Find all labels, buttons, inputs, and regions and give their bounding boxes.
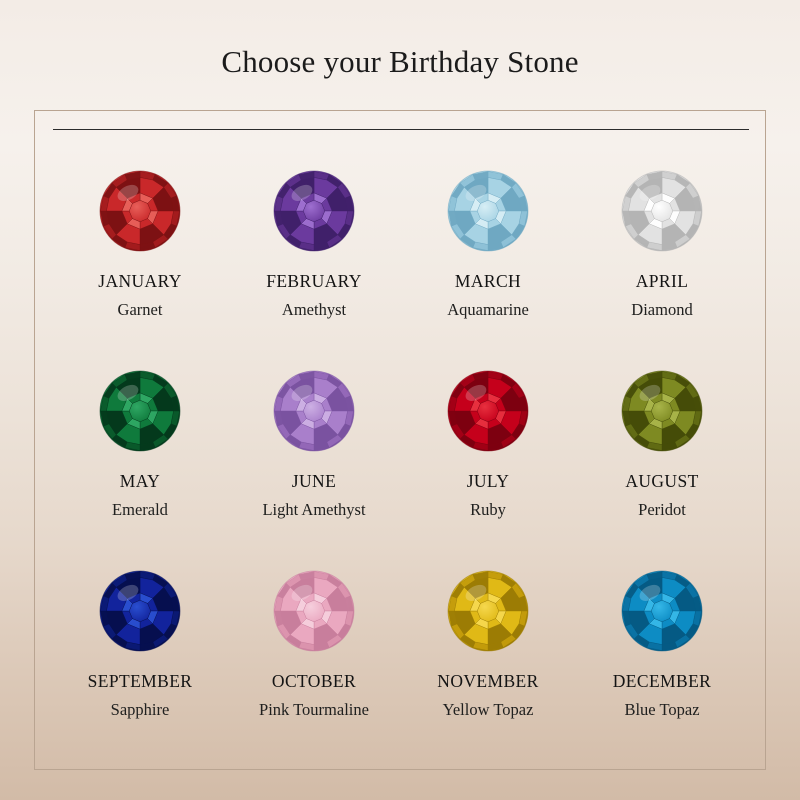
- gem-icon[interactable]: [268, 365, 360, 457]
- stone-label: Ruby: [470, 500, 506, 519]
- gem-icon[interactable]: [442, 565, 534, 657]
- month-label: MARCH: [454, 271, 522, 291]
- stone-label: Garnet: [117, 300, 163, 319]
- month-label: JULY: [466, 471, 510, 491]
- page-title: Choose your Birthday Stone: [221, 44, 579, 79]
- month-label: OCTOBER: [271, 671, 357, 691]
- month-label: DECEMBER: [612, 671, 712, 691]
- gem-icon[interactable]: [268, 165, 360, 257]
- gem-icon[interactable]: [94, 165, 186, 257]
- month-label: MAY: [119, 471, 161, 491]
- stone-cell[interactable]: [575, 151, 749, 351]
- stone-label: Light Amethyst: [262, 500, 366, 519]
- month-label: APRIL: [635, 271, 689, 291]
- month-label: JUNE: [291, 471, 337, 491]
- month-label: AUGUST: [625, 471, 699, 491]
- stone-label: Blue Topaz: [624, 700, 700, 719]
- gem-icon[interactable]: [442, 365, 534, 457]
- stone-label: Amethyst: [281, 300, 347, 319]
- gem-icon[interactable]: [616, 365, 708, 457]
- stone-cell[interactable]: [53, 151, 227, 351]
- stone-cell[interactable]: [227, 551, 401, 751]
- gem-icon[interactable]: [616, 565, 708, 657]
- stone-label: Sapphire: [110, 700, 170, 719]
- gem-icon[interactable]: [94, 565, 186, 657]
- stone-label: Pink Tourmaline: [259, 700, 369, 719]
- stone-cell[interactable]: [401, 551, 575, 751]
- stone-cell[interactable]: [227, 351, 401, 551]
- stone-label: Diamond: [631, 300, 693, 319]
- gem-icon[interactable]: [616, 165, 708, 257]
- stone-label: Aquamarine: [447, 300, 529, 319]
- stone-cell[interactable]: [575, 551, 749, 751]
- gem-icon[interactable]: [442, 165, 534, 257]
- stone-cell[interactable]: [575, 351, 749, 551]
- chart-panel: [34, 110, 766, 770]
- stone-grid: [53, 151, 749, 751]
- stone-label: Peridot: [638, 500, 686, 519]
- gem-icon[interactable]: [268, 565, 360, 657]
- stone-cell[interactable]: [401, 151, 575, 351]
- panel-divider: [53, 129, 749, 130]
- month-label: NOVEMBER: [437, 671, 539, 691]
- month-label: SEPTEMBER: [87, 671, 193, 691]
- stone-cell[interactable]: [401, 351, 575, 551]
- stone-label: Yellow Topaz: [442, 700, 534, 719]
- stone-cell[interactable]: [227, 151, 401, 351]
- month-label: FEBRUARY: [266, 271, 362, 291]
- month-label: JANUARY: [98, 271, 182, 291]
- stone-cell[interactable]: [53, 351, 227, 551]
- stone-label: Emerald: [112, 500, 168, 519]
- stone-cell[interactable]: [53, 551, 227, 751]
- gem-icon[interactable]: [94, 365, 186, 457]
